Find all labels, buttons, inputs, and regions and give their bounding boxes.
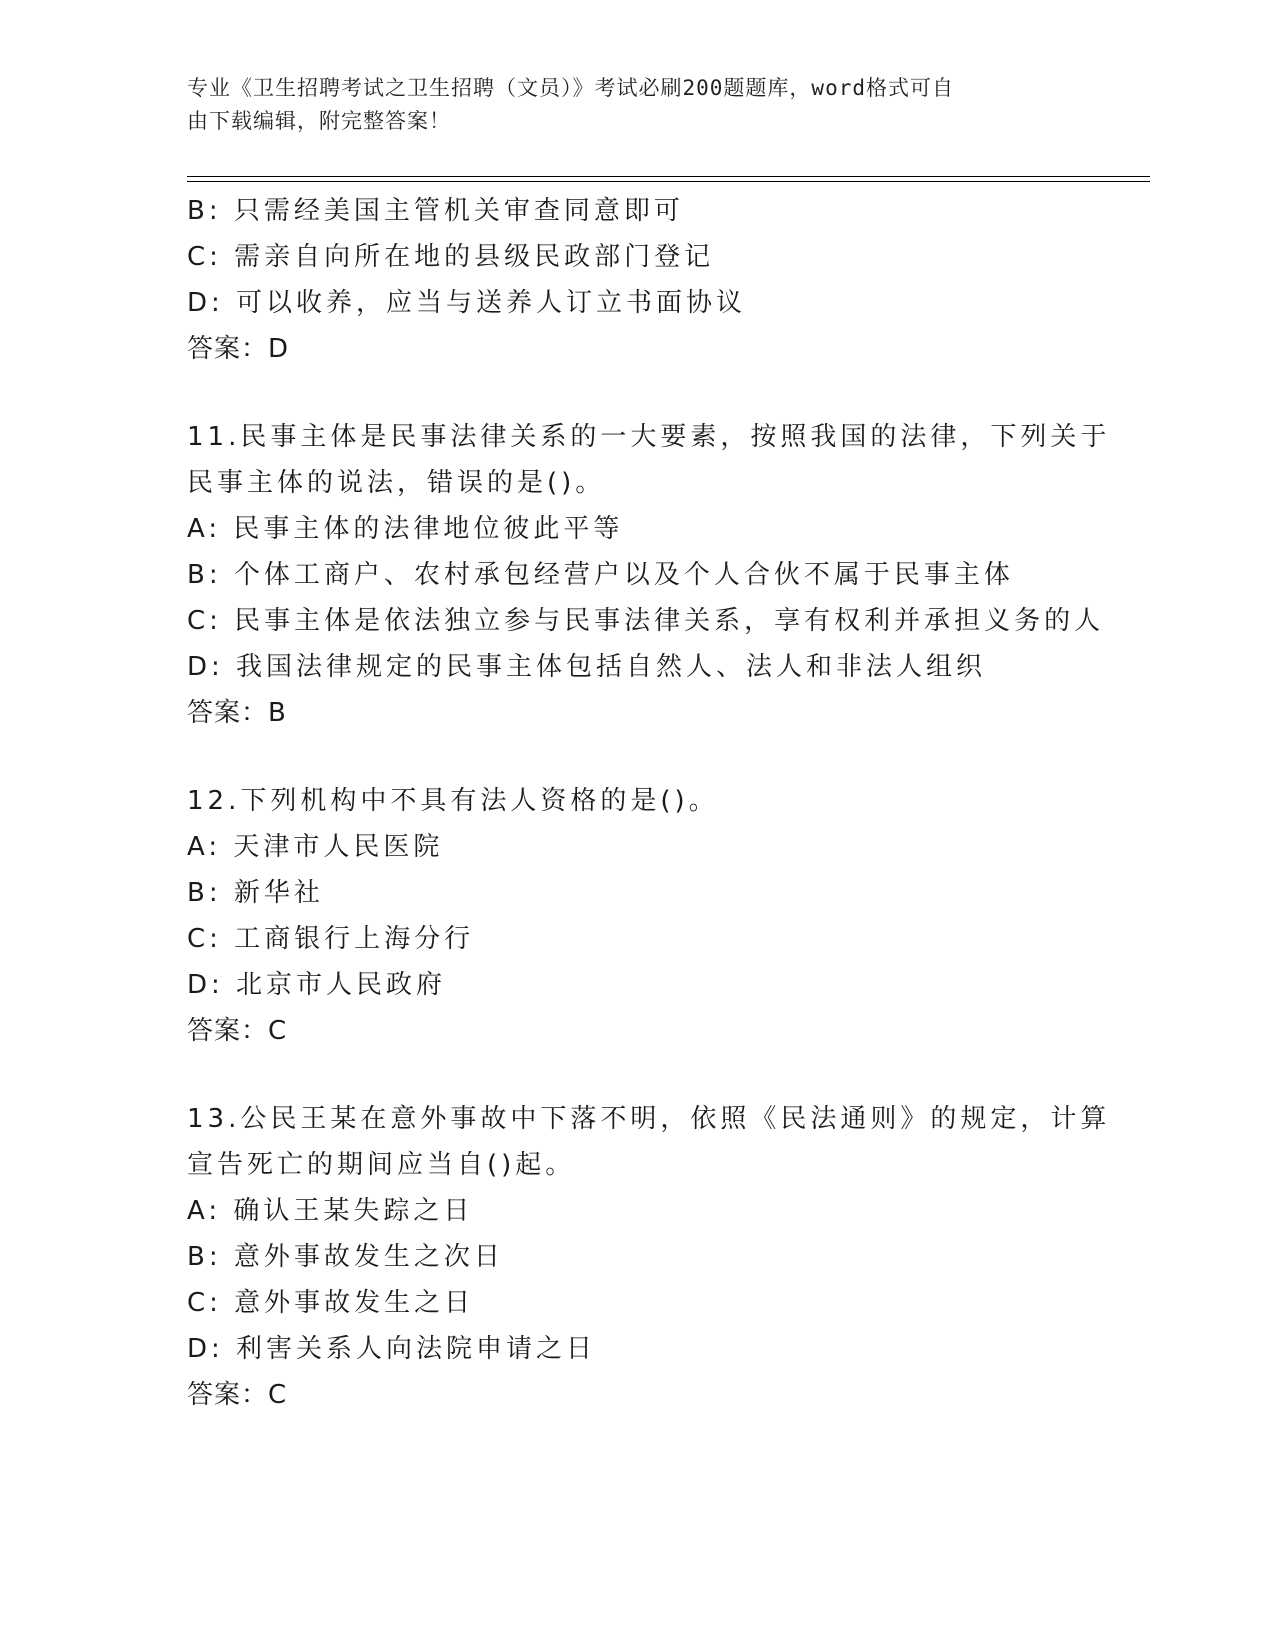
document-header (187, 72, 1067, 138)
spacer (187, 736, 1087, 778)
question-stem-continued: 宣告死亡的期间应当自()起。 (187, 1150, 576, 1180)
question-10-continuation (187, 188, 1087, 372)
spacer (187, 1054, 1087, 1096)
option-d: D: 利害关系人向法院申请之日 (187, 1334, 597, 1364)
answer: 答案：C (187, 1016, 288, 1046)
option-c: C: 需亲自向所在地的县级民政部门登记 (187, 242, 715, 272)
option-b: B: 只需经美国主管机关审查同意即可 (187, 196, 684, 226)
option-a: A: 天津市人民医院 (187, 832, 444, 862)
option-a: A: 民事主体的法律地位彼此平等 (187, 514, 624, 544)
option-c: C: 工商银行上海分行 (187, 924, 475, 954)
question-stem: 12.下列机构中不具有法人资格的是()。 (187, 786, 719, 816)
option-c: C: 意外事故发生之日 (187, 1288, 475, 1318)
answer: 答案：D (187, 334, 290, 364)
question-13 (187, 1096, 1111, 1418)
question-12 (187, 778, 1087, 1054)
header-divider-top (187, 176, 1150, 177)
question-stem: 13.公民王某在意外事故中下落不明，依照《民法通则》的规定，计算 (187, 1104, 1111, 1134)
option-a: A: 确认王某失踪之日 (187, 1196, 474, 1226)
question-stem-continued: 民事主体的说法，错误的是()。 (187, 468, 606, 498)
option-d: D: 我国法律规定的民事主体包括自然人、法人和非法人组织 (187, 652, 987, 682)
option-b: B: 意外事故发生之次日 (187, 1242, 504, 1272)
option-b: B: 个体工商户、农村承包经营户以及个人合伙不属于民事主体 (187, 560, 1014, 590)
header-divider-bottom (187, 181, 1150, 182)
answer: 答案：B (187, 698, 287, 728)
option-d: D: 北京市人民政府 (187, 970, 447, 1000)
spacer (187, 372, 1087, 414)
header-title-line-2: 由下载编辑，附完整答案！ (187, 109, 451, 133)
question-list (187, 188, 1111, 1418)
header-title-line-1: 专业《卫生招聘考试之卫生招聘（文员）》考试必刷200题题库，word格式可自 (187, 76, 954, 100)
question-11 (187, 414, 1111, 736)
answer: 答案：C (187, 1380, 288, 1410)
option-c: C: 民事主体是依法独立参与民事法律关系，享有权利并承担义务的人 (187, 606, 1105, 636)
option-d: D: 可以收养，应当与送养人订立书面协议 (187, 288, 747, 318)
question-stem: 11.民事主体是民事法律关系的一大要素，按照我国的法律，下列关于 (187, 422, 1111, 452)
option-b: B: 新华社 (187, 878, 324, 908)
